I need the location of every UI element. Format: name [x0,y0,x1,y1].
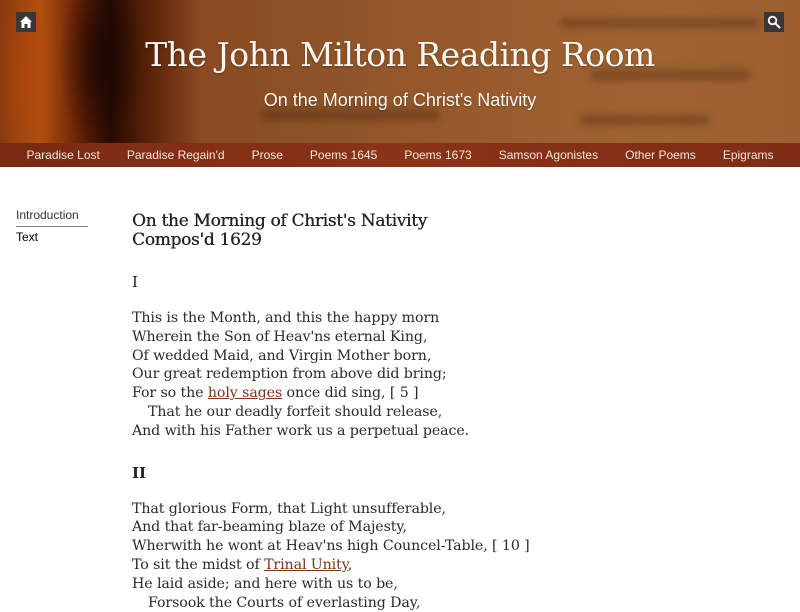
stanza [132,500,772,612]
site-title: The John Milton Reading Room [145,35,655,74]
home-button[interactable] [16,12,36,32]
poem-title-line2: Compos'd 1629 [132,230,262,250]
sidenav-item-text[interactable]: Text [16,230,39,244]
poem-line [132,384,772,403]
annotation-link-holy-sages[interactable]: holy sages [207,385,283,402]
main-nav [0,143,800,167]
poem-line: Of wedded Maid, and Virgin Mother born, [132,347,432,364]
poem-line: This is the Month, and this the happy morn [132,310,440,326]
poem-line: And with his Father work us a perpetual peace. [132,422,470,439]
stanza [132,309,772,441]
site-header [0,0,800,143]
background-decoration [580,115,710,125]
stanza-number: I [132,273,138,291]
side-nav [16,207,88,249]
nav-item-paradise-lost[interactable]: Paradise Lost [26,148,100,162]
line-text: To sit the midst of [132,556,265,573]
poem-line: Wherein the Son of Heav'ns eternal King, [132,328,428,345]
background-decoration [260,110,440,120]
nav-item-poems-1645[interactable]: Poems 1645 [309,148,378,162]
poem-line: That he our deadly forfeit should release, [148,403,443,420]
poem-line: Our great redemption from above did bring; [132,366,447,383]
sidenav-item-introduction[interactable]: Introduction [16,207,88,227]
poem-line: He laid aside; and here with us to be, [132,575,398,592]
nav-item-other-poems[interactable]: Other Poems [625,148,696,162]
poem-line: That glorious Form, that Light unsufferable, [132,500,446,517]
poem-line: Wherwith he wont at Heav'ns high Councel-Table, [ 10 ] [132,538,530,555]
background-decoration [560,18,760,28]
poem-line: And that far-beaming blaze of Majesty, [132,519,407,536]
poem-title [132,212,772,250]
nav-item-samson-agonistes[interactable]: Samson Agonistes [498,148,599,162]
stanza-number: II [132,463,147,482]
search-button[interactable] [764,12,784,32]
nav-item-poems-1673[interactable]: Poems 1673 [404,148,472,162]
line-text: , [347,556,353,573]
poem-title-line1: On the Morning of Christ's Nativity [132,211,427,231]
line-text: once did sing, [ 5 ] [282,385,419,402]
line-text: For so the [132,385,208,402]
search-icon [767,15,781,29]
poem-content [132,212,772,612]
nav-item-paradise-regaind[interactable]: Paradise Regain'd [126,148,225,162]
annotation-link-trinal-unity[interactable]: Trinal Unity [264,556,348,573]
home-icon [19,15,33,29]
nav-item-prose[interactable]: Prose [251,148,283,162]
page-subtitle: On the Morning of Christ's Nativity [263,90,537,110]
poem-line: Forsook the Courts of everlasting Day, [148,594,421,611]
nav-item-epigrams[interactable]: Epigrams [722,148,774,162]
poem-line [132,556,772,575]
